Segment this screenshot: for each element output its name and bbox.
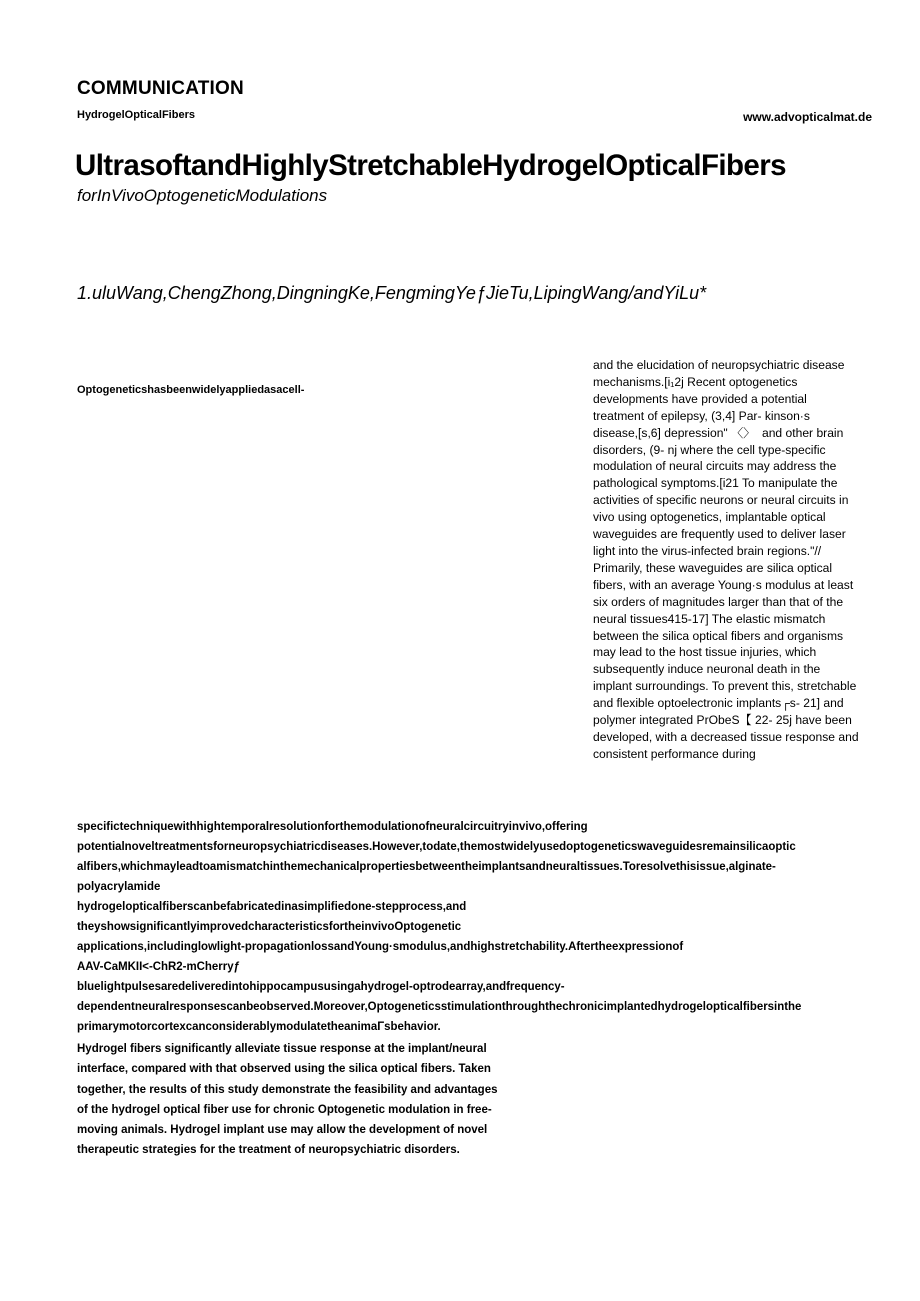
- body-text-line: between the silica optical fibers and organisms: [593, 628, 844, 643]
- body-text-line: Primarily, these waveguides are silica optical: [593, 560, 833, 575]
- body-text-line: mechanisms.[i₁2j Recent optogenetics: [593, 374, 798, 389]
- body-text-line: developments have provided a potential: [593, 391, 807, 406]
- body-text-line: may lead to the host tissue injuries, which: [593, 645, 817, 660]
- abstract-line: Hydrogel fibers significantly alleviate tissue response at the implant/neural: [77, 1043, 487, 1055]
- abstract-line: moving animals. Hydrogel implant use may allow the development of novel: [77, 1124, 488, 1137]
- body-text-line: modulation of neural circuits may address the: [593, 459, 837, 474]
- body-text-column: [593, 357, 893, 763]
- abstract-line: interface, compared with that observed using the silica optical fibers. Taken: [77, 1063, 491, 1076]
- abstract-line: AAV-CaMKII<-ChR2-mCherryƒ: [77, 961, 240, 973]
- journal-website[interactable]: www.advopticalmat.de: [743, 110, 872, 124]
- body-text-line: treatment of epilepsy, (3,4] Par- kinson·s: [593, 408, 810, 423]
- abstract-line: primarymotorcortexcanconsiderablymodulatetheanimaΓsbehavior.: [77, 1021, 441, 1033]
- body-text-line: waveguides are frequently used to deliver laser: [593, 527, 846, 542]
- article-subtitle: forInVivoOptogeneticModulations: [77, 186, 328, 205]
- body-text-line: and the elucidation of neuropsychiatric disease: [593, 358, 845, 372]
- abstract-line: alfibers,whichmayleadtoamismatchinthemechanicalpropertiesbetweentheimplantsandneuraltissues.Toresolvethisissue,alginate-: [77, 861, 776, 873]
- section-subtitle: HydrogelOpticalFibers: [77, 109, 195, 121]
- body-text-line: and flexible optoelectronic implants┌s- 21] and: [593, 696, 844, 711]
- abstract-line: theyshowsignificantlyimprovedcharacteristicsfortheinvivoOptogenetic: [77, 921, 462, 933]
- body-text-line: light into the virus-infected brain regions."//: [593, 543, 822, 558]
- body-text-line: implant surroundings. To prevent this, stretchable: [593, 679, 857, 694]
- abstract-line: polyacrylamide: [77, 881, 161, 893]
- abstract-first-line: Optogeneticshasbeenwidelyappliedasacell-: [77, 384, 305, 396]
- abstract-conclusion: [77, 1039, 577, 1161]
- section-label: COMMUNICATION: [77, 78, 244, 99]
- abstract-line: dependentneuralresponsescanbeobserved.Moreover,Optogeneticsstimulationthroughthechronicimplantedhydrogelopticalfibersinthe: [77, 1001, 802, 1013]
- abstract-line: of the hydrogel optical fiber use for chronic Optogenetic modulation in free-: [77, 1103, 492, 1116]
- body-text-line: pathological symptoms.[i21 To manipulate the: [593, 476, 838, 491]
- body-text-line: disorders, (9- nj where the cell type-specific: [593, 442, 826, 457]
- article-title: UltrasoftandHighlyStretchableHydrogelOpticalFibers: [75, 149, 786, 182]
- body-text-line: six orders of magnitudes larger than that of the: [593, 594, 844, 609]
- body-text-line: developed, with a decreased tissue response and: [593, 729, 859, 744]
- body-text-line: neural tissues415-17] The elastic mismatch: [593, 611, 826, 626]
- author-list: 1.uluWang,ChengZhong,DingningKe,FengmingYeƒJieTu,LipingWang/andYiLu*: [77, 283, 707, 303]
- body-text-line: polymer integrated PrObeS【 22- 25j have been: [593, 713, 852, 728]
- abstract-body: [77, 817, 920, 1037]
- body-text-line: subsequently induce neuronal death in the: [593, 662, 821, 677]
- body-text-line: fibers, with an average Young·s modulus at least: [593, 577, 854, 592]
- abstract-line: bluelightpulsesaredeliveredintohippocampususingahydrogel-optrodearray,andfrequency-: [77, 981, 565, 993]
- abstract-line: potentialnoveltreatmentsforneuropsychiatricdiseases.However,todate,themostwidelyusedoptogeneticswaveguidesremainsilicaoptic: [77, 841, 796, 853]
- body-text-line: vivo using optogenetics, implantable optical: [593, 510, 826, 525]
- abstract-line: specifictechniquewithhightemporalresolutionforthemodulationofneuralcircuitryinvivo,offering: [77, 821, 588, 833]
- abstract-line: hydrogelopticalfiberscanbefabricatedinasimplifiedone-stepprocess,and: [77, 901, 467, 913]
- body-text-line: disease,[s,6] depression" 〈〉 and other brain: [593, 425, 844, 440]
- abstract-line: therapeutic strategies for the treatment of neuropsychiatric disorders.: [77, 1144, 460, 1157]
- body-text-line: consistent performance during: [593, 746, 756, 761]
- abstract-line: together, the results of this study demonstrate the feasibility and advantages: [77, 1083, 498, 1096]
- body-text-line: activities of specific neurons or neural circuits in: [593, 493, 849, 508]
- abstract-line: applications,includinglowlight-propagationlossandYoung·smodulus,andhighstretchability.Aftertheexpressionof: [77, 941, 684, 953]
